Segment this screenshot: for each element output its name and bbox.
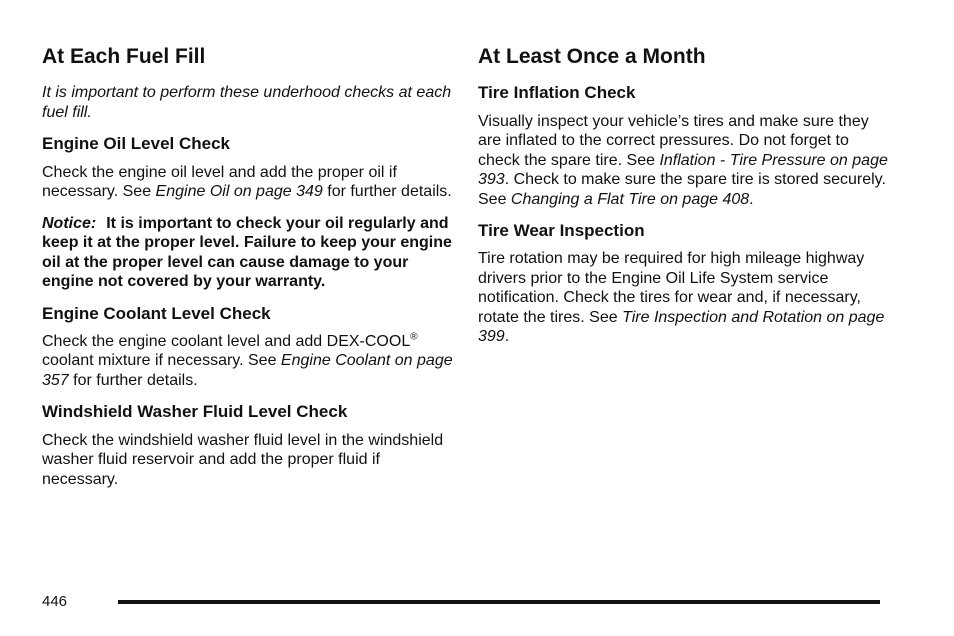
tire-wear-paragraph (478, 249, 888, 347)
engine-oil-ref-link[interactable]: Engine Oil on page 349 (155, 183, 323, 201)
engine-oil-paragraph (42, 163, 454, 202)
registered-mark: ® (410, 331, 418, 343)
notice-text: It is important to check your oil regularly and keep it at the proper level. Failure to keep your engine oil at the proper level can cause damage to your engine not covered by your warranty. (42, 214, 452, 291)
wear-text-b: . (504, 328, 510, 346)
heading-engine-oil: Engine Oil Level Check (42, 134, 231, 154)
rotation-ref-link[interactable]: Tire Inspection and Rotation on page 399 (478, 308, 885, 346)
coolant-paragraph (42, 332, 454, 391)
section-title-monthly: At Least Once a Month (478, 45, 706, 68)
heading-tire-wear: Tire Wear Inspection (478, 221, 645, 241)
heading-engine-coolant: Engine Coolant Level Check (42, 303, 271, 323)
section-title-fuel-fill: At Each Fuel Fill (42, 45, 206, 68)
notice-lead: Notice: (42, 214, 97, 232)
engine-oil-text-a: Check the engine oil level and add the proper oil if necessary. See (42, 163, 397, 201)
wear-text-a: Tire rotation may be required for high mileage highway drivers prior to the Engine Oil Life System service notification. Check the tires for wear and, if necessary, rotate the tires. See (478, 250, 865, 326)
coolant-text-b: coolant mixture if necessary. See (42, 352, 281, 370)
coolant-ref-link[interactable]: Engine Coolant on page 357 (42, 352, 453, 389)
intro-text: It is important to perform these underhood checks at each fuel fill. (42, 84, 452, 121)
inflation-text-b: . Check to make sure the spare tire is stored securely. See (478, 171, 886, 208)
left-column (42, 44, 454, 497)
coolant-text-a: Check the engine coolant level and add DEX-COOL (42, 332, 411, 350)
inflation-text-a: Visually inspect your vehicle’s tires and make sure they are inflated to the correct pressures. Do not forget to check the spare tire. See (478, 112, 869, 169)
tire-inflation-paragraph (478, 112, 888, 210)
heading-tire-inflation: Tire Inflation Check (478, 83, 636, 103)
inflation-text-c: . (749, 190, 754, 208)
coolant-text-c: for further details. (68, 371, 198, 389)
inflation-ref-link[interactable]: Inflation - Tire Pressure on page 393 (478, 151, 888, 189)
notice-paragraph (42, 214, 454, 292)
flat-tire-ref-link[interactable]: Changing a Flat Tire on page 408 (510, 190, 750, 208)
washer-paragraph: Check the windshield washer fluid level in the windshield washer fluid reservoir and add the proper fluid if necessary. (42, 431, 444, 488)
page-number: 446 (42, 593, 68, 610)
engine-oil-text-b: for further details. (322, 183, 452, 201)
right-column (478, 44, 888, 355)
footer-rule (118, 600, 880, 604)
heading-washer-fluid: Windshield Washer Fluid Level Check (42, 402, 348, 422)
